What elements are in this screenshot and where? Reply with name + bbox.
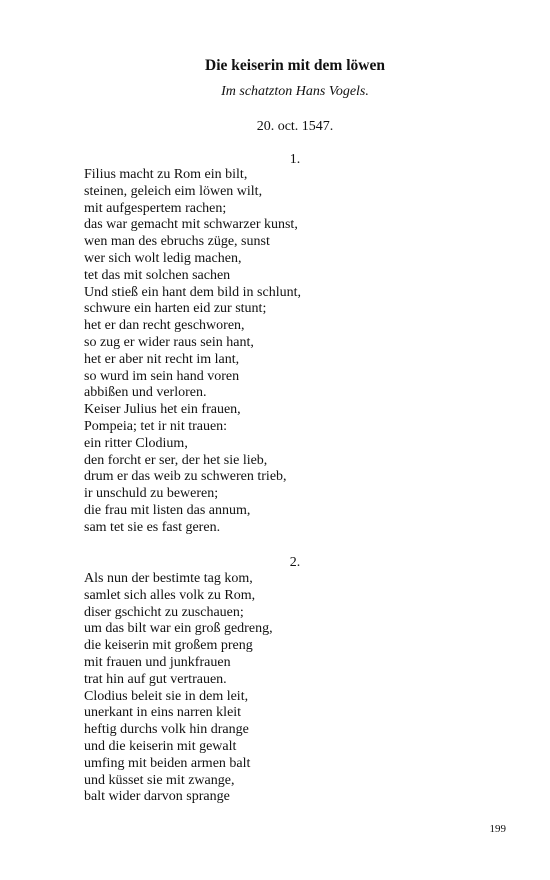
verse-line: umfing mit beiden armen balt <box>84 755 251 771</box>
verse-line: tet das mit solchen sachen <box>84 267 231 283</box>
verse-line: drum er das weib zu schweren trieb, <box>84 469 287 485</box>
verse-line: wen man des ebruchs züge, sunst <box>84 234 270 250</box>
verse-line: trat hin auf gut vertrauen. <box>84 671 227 687</box>
verse-line: sam tet sie es fast geren. <box>84 519 221 535</box>
verse-line: steinen, geleich eim löwen wilt, <box>84 183 263 199</box>
stanza-2 <box>84 571 273 806</box>
verse-line: Filius macht zu Rom ein bilt, <box>84 167 248 182</box>
poem-title: Die keiserin mit dem löwen <box>205 57 385 74</box>
poem-subtitle: Im schatzton Hans Vogels. <box>221 84 369 99</box>
verse-line: mit aufgespertem rachen; <box>84 200 227 216</box>
verse-line: heftig durchs volk hin drange <box>84 722 249 738</box>
verse-line: und küsset sie mit zwange, <box>84 772 235 788</box>
verse-line: die keiserin mit großem preng <box>84 638 253 654</box>
stanza-number-1: 1. <box>289 152 301 167</box>
verse-line: ir unschuld zu beweren; <box>84 486 219 502</box>
verse-line: Keiser Julius het ein frauen, <box>84 402 241 418</box>
stanza-1 <box>84 167 301 537</box>
verse-line: Und stieß ein hant dem bild in schlunt, <box>84 284 301 300</box>
page-number: 199 <box>489 823 506 835</box>
verse-line: het er aber nit recht im lant, <box>84 351 240 367</box>
poem-date: 20. oct. 1547. <box>256 119 334 134</box>
verse-line: so zug er wider raus sein hant, <box>84 334 254 350</box>
verse-line: und die keiserin mit gewalt <box>84 738 237 754</box>
verse-line: schwure ein harten eid zur stunt; <box>84 301 267 317</box>
verse-line: so wurd im sein hand voren <box>84 368 240 384</box>
verse-line: das war gemacht mit schwarzer kunst, <box>84 217 298 233</box>
verse-line: het er dan recht geschworen, <box>84 318 245 334</box>
verse-line: Pompeia; tet ir nit trauen: <box>84 418 228 434</box>
verse-line: um das bilt war ein groß gedreng, <box>84 621 273 637</box>
verse-line: ein ritter Clodium, <box>84 435 188 451</box>
verse-line: abbißen und verloren. <box>84 385 207 401</box>
verse-line: mit frauen und junkfrauen <box>84 654 231 670</box>
verse-line: den forcht er ser, der het sie lieb, <box>84 452 268 468</box>
verse-line: diser gschicht zu zuschauen; <box>84 604 244 620</box>
verse-line: unerkant in eins narren kleit <box>84 705 242 721</box>
verse-line: samlet sich alles volk zu Rom, <box>84 587 256 603</box>
stanza-number-2: 2. <box>289 555 301 570</box>
verse-line: balt wider darvon sprange <box>84 789 230 805</box>
verse-line: Als nun der bestimte tag kom, <box>84 571 253 586</box>
verse-line: wer sich wolt ledig machen, <box>84 250 242 266</box>
verse-line: die frau mit listen das annum, <box>84 502 251 518</box>
verse-line: Clodius beleit sie in dem leit, <box>84 688 249 704</box>
